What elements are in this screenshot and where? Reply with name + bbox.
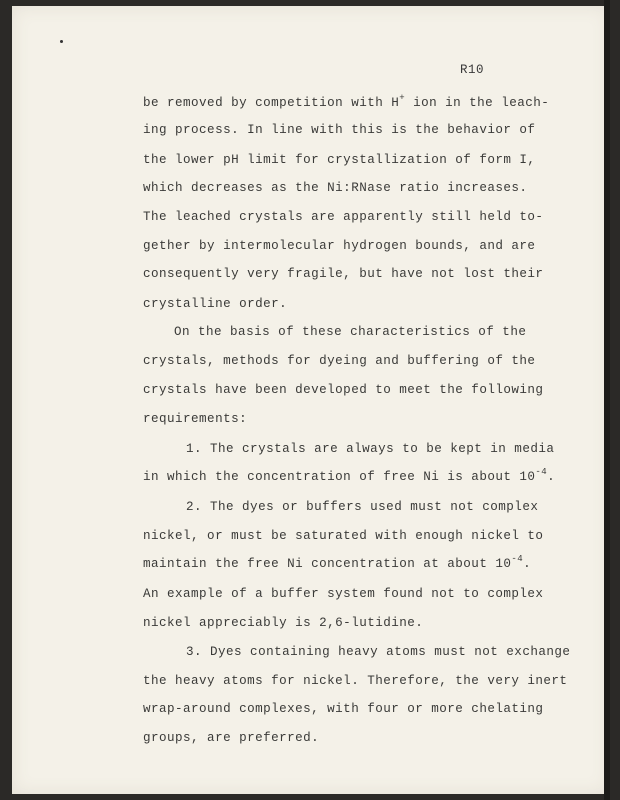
- page-number: R10: [460, 63, 485, 77]
- text-line: nickel, or must be saturated with enough nickel to: [143, 529, 544, 543]
- text-line: which decreases as the Ni:RNase ratio increases.: [143, 181, 528, 195]
- paper-speck: [60, 40, 63, 43]
- text-line: ing process. In line with this is the behavior of: [143, 123, 536, 137]
- text-line: in which the concentration of free Ni is about $10^{-4}$.: [143, 467, 556, 484]
- text-line: groups, are preferred.: [143, 731, 320, 745]
- text-line: 1. The crystals are always to be kept in media: [186, 442, 555, 456]
- text-line: On the basis of these characteristics of the: [174, 325, 527, 339]
- text-line: crystals have been developed to meet the following: [143, 383, 544, 397]
- scan-edge: [604, 0, 610, 800]
- text-line: 2. The dyes or buffers used must not complex: [186, 500, 539, 514]
- text-line: be removed by competition with H+ ion in the leach-: [143, 93, 550, 110]
- text-line: 3. Dyes containing heavy atoms must not exchange: [186, 645, 571, 659]
- text-line: crystalline order.: [143, 297, 288, 311]
- text-line: nickel appreciably is 2,6-lutidine.: [143, 616, 424, 630]
- text-line: gether by intermolecular hydrogen bounds, and are: [143, 239, 536, 253]
- text-line: An example of a buffer system found not to complex: [143, 587, 544, 601]
- text-line: requirements:: [143, 412, 248, 426]
- text-line: maintain the free Ni concentration at about $10^{-4}$.: [143, 554, 532, 571]
- text-line: the lower pH limit for crystallization of form I,: [143, 153, 536, 167]
- text-line: wrap-around complexes, with four or more chelating: [143, 702, 544, 716]
- text-line: the heavy atoms for nickel. Therefore, the very inert: [143, 674, 568, 688]
- text-line: consequently very fragile, but have not lost their: [143, 267, 544, 281]
- text-line: The leached crystals are apparently still held to-: [143, 210, 544, 224]
- text-line: crystals, methods for dyeing and buffering of the: [143, 354, 536, 368]
